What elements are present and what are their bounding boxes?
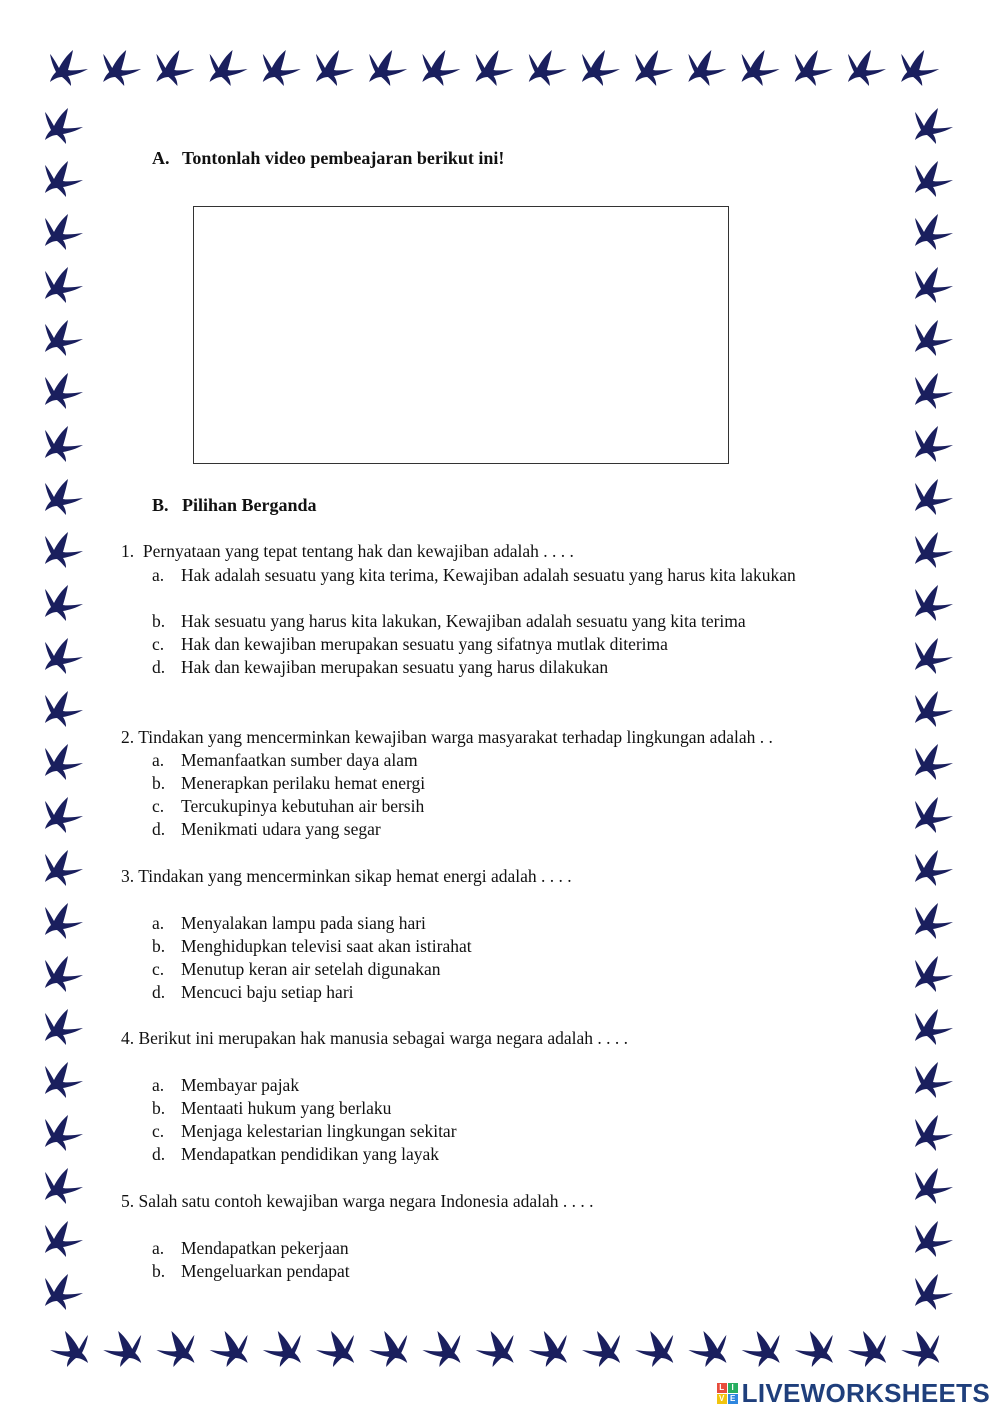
swallow-icon (45, 691, 83, 727)
liveworksheets-logo-icon (717, 1383, 738, 1404)
question-number: 2. (121, 727, 135, 747)
swallow-icon (422, 50, 460, 86)
option-letter: d. (152, 982, 166, 1002)
swallow-icon (915, 532, 953, 568)
swallow-icon (45, 373, 83, 409)
swallow-icon (210, 1331, 248, 1367)
logo-cell-v: V (717, 1394, 727, 1404)
swallow-icon (915, 638, 953, 674)
swallow-icon (915, 1221, 953, 1257)
swallow-icon (369, 1331, 407, 1367)
section-a-letter: A. (152, 148, 170, 168)
option-letter: a. (152, 750, 165, 770)
q3-option-a[interactable] (152, 912, 842, 935)
question-5 (121, 1191, 594, 1212)
q1-option-c[interactable] (152, 633, 842, 656)
swallow-icon (369, 50, 407, 86)
swallow-icon (45, 532, 83, 568)
swallow-icon (103, 1331, 141, 1367)
q1-option-d[interactable] (152, 656, 842, 679)
swallow-icon (103, 50, 141, 86)
swallow-icon (742, 50, 780, 86)
option-letter: c. (152, 796, 165, 816)
swallow-icon (45, 797, 83, 833)
q4-option-b[interactable] (152, 1097, 842, 1120)
question-1 (121, 541, 574, 562)
swallow-icon (901, 50, 939, 86)
swallow-icon (45, 426, 83, 462)
option-letter: a. (152, 1238, 165, 1258)
section-b-letter: B. (152, 495, 169, 515)
swallow-icon (263, 1331, 301, 1367)
option-letter: a. (152, 1075, 165, 1095)
option-letter: d. (152, 1144, 166, 1164)
option-text: Hak adalah sesuatu yang kita terima, Kewajiban adalah sesuatu yang harus kita lakukan (181, 565, 796, 585)
section-b-heading (152, 495, 317, 516)
swallow-icon (915, 1062, 953, 1098)
option-text: Menghidupkan televisi saat akan istirahat (181, 936, 472, 956)
option-letter: b. (152, 773, 166, 793)
option-text: Mencuci baju setiap hari (181, 982, 354, 1002)
swallow-icon (45, 320, 83, 356)
section-a-heading (152, 148, 504, 169)
section-a-title: Tontonlah video pembeajaran berikut ini! (182, 148, 505, 168)
swallow-icon (848, 50, 886, 86)
swallow-icon (915, 320, 953, 356)
swallow-icon (915, 691, 953, 727)
swallow-icon (50, 50, 88, 86)
option-letter: c. (152, 1121, 165, 1141)
question-text: Salah satu contoh kewajiban warga negara Indonesia adalah . . . . (138, 1191, 594, 1211)
option-letter: b. (152, 936, 166, 956)
swallow-icon (688, 50, 726, 86)
q2-option-a[interactable] (152, 749, 842, 772)
swallow-icon (45, 585, 83, 621)
option-letter: c. (152, 959, 165, 979)
swallow-icon (901, 1331, 939, 1367)
swallow-icon (742, 1331, 780, 1367)
swallow-icon (635, 1331, 673, 1367)
option-letter: c. (152, 634, 165, 654)
swallow-icon (45, 214, 83, 250)
swallow-icon (476, 50, 514, 86)
q4-option-c[interactable] (152, 1120, 842, 1143)
swallow-icon (848, 1331, 886, 1367)
swallow-icon (915, 108, 953, 144)
swallow-icon (45, 956, 83, 992)
question-text: Pernyataan yang tepat tentang hak dan kewajiban adalah . . . . (142, 541, 574, 561)
swallow-icon (45, 744, 83, 780)
swallow-icon (582, 1331, 620, 1367)
swallow-icon (45, 638, 83, 674)
question-3 (121, 866, 572, 887)
option-letter: d. (152, 819, 166, 839)
option-text: Mendapatkan pekerjaan (181, 1238, 349, 1258)
swallow-icon (45, 1168, 83, 1204)
liveworksheets-wordmark: LIVEWORKSHEETS (741, 1378, 990, 1408)
q1-option-b[interactable] (152, 610, 842, 633)
swallow-icon (316, 1331, 354, 1367)
question-2 (121, 727, 773, 748)
question-number: 1. (121, 541, 135, 561)
option-text: Menerapkan perilaku hemat energi (181, 773, 426, 793)
swallow-icon (45, 161, 83, 197)
swallow-icon (915, 1274, 953, 1310)
swallow-icon (45, 1115, 83, 1151)
option-text: Mengeluarkan pendapat (181, 1261, 350, 1281)
swallow-icon (915, 426, 953, 462)
swallow-icon (45, 267, 83, 303)
option-text: Hak sesuatu yang harus kita lakukan, Kewajiban adalah sesuatu yang kita terima (181, 611, 746, 631)
option-text: Mendapatkan pendidikan yang layak (181, 1144, 440, 1164)
q3-option-c[interactable] (152, 958, 842, 981)
option-text: Menutup keran air setelah digunakan (181, 959, 441, 979)
question-number: 3. (121, 866, 135, 886)
swallow-icon (915, 585, 953, 621)
logo-cell-e: E (728, 1394, 738, 1404)
swallow-icon (915, 214, 953, 250)
liveworksheets-watermark (717, 1378, 990, 1409)
q4-option-d[interactable] (152, 1143, 842, 1166)
swallow-icon (915, 373, 953, 409)
logo-cell-i: I (728, 1383, 738, 1393)
swallow-icon (915, 267, 953, 303)
option-text: Hak dan kewajiban merupakan sesuatu yang harus dilakukan (181, 657, 609, 677)
swallow-icon (422, 1331, 460, 1367)
question-number: 5. (121, 1191, 135, 1211)
option-text: Hak dan kewajiban merupakan sesuatu yang sifatnya mutlak diterima (181, 634, 668, 654)
option-letter: b. (152, 1261, 166, 1281)
option-text: Menjaga kelestarian lingkungan sekitar (181, 1121, 457, 1141)
swallow-icon (45, 1274, 83, 1310)
swallow-icon (915, 956, 953, 992)
swallow-icon (45, 903, 83, 939)
swallow-icon (915, 1115, 953, 1151)
swallow-icon (915, 850, 953, 886)
swallow-icon (156, 50, 194, 86)
swallow-icon (915, 903, 953, 939)
option-text: Menikmati udara yang segar (181, 819, 381, 839)
q2-option-d[interactable] (152, 818, 842, 841)
option-text: Menyalakan lampu pada siang hari (181, 913, 426, 933)
question-4 (121, 1028, 628, 1049)
q2-option-b[interactable] (152, 772, 842, 795)
swallow-icon (915, 1168, 953, 1204)
option-letter: d. (152, 657, 166, 677)
swallow-icon (263, 50, 301, 86)
q3-option-d[interactable] (152, 981, 842, 1004)
q3-option-b[interactable] (152, 935, 842, 958)
swallow-icon (45, 479, 83, 515)
q4-option-a[interactable] (152, 1074, 842, 1097)
logo-cell-l: L (717, 1383, 727, 1393)
swallow-icon (915, 1009, 953, 1045)
option-letter: a. (152, 913, 165, 933)
option-text: Memanfaatkan sumber daya alam (181, 750, 418, 770)
swallow-icon (529, 50, 567, 86)
swallow-icon (45, 1221, 83, 1257)
question-number: 4. (121, 1028, 135, 1048)
q1-option-a[interactable] (152, 564, 842, 587)
question-text: Berikut ini merupakan hak manusia sebagai warga negara adalah . . . . (138, 1028, 628, 1048)
swallow-icon (529, 1331, 567, 1367)
swallow-icon (156, 1331, 194, 1367)
swallow-icon (582, 50, 620, 86)
swallow-icon (795, 1331, 833, 1367)
swallow-icon (915, 161, 953, 197)
video-embed-placeholder[interactable] (193, 206, 729, 464)
option-letter: b. (152, 1098, 166, 1118)
swallow-icon (635, 50, 673, 86)
option-text: Membayar pajak (181, 1075, 300, 1095)
option-letter: a. (152, 565, 165, 585)
swallow-icon (316, 50, 354, 86)
q2-option-c[interactable] (152, 795, 842, 818)
option-letter: b. (152, 611, 166, 631)
option-text: Tercukupinya kebutuhan air bersih (181, 796, 425, 816)
section-b-title: Pilihan Berganda (182, 495, 317, 515)
question-text: Tindakan yang mencerminkan kewajiban warga masyarakat terhadap lingkungan adalah . . (138, 727, 773, 747)
swallow-icon (45, 1009, 83, 1045)
swallow-icon (915, 744, 953, 780)
q5-option-b[interactable] (152, 1260, 842, 1283)
swallow-icon (45, 1062, 83, 1098)
swallow-icon (45, 850, 83, 886)
question-text: Tindakan yang mencerminkan sikap hemat energi adalah . . . . (138, 866, 572, 886)
swallow-icon (50, 1331, 88, 1367)
swallow-icon (476, 1331, 514, 1367)
swallow-icon (795, 50, 833, 86)
swallow-icon (915, 479, 953, 515)
swallow-icon (915, 797, 953, 833)
swallow-icon (688, 1331, 726, 1367)
swallow-icon (45, 108, 83, 144)
option-text: Mentaati hukum yang berlaku (181, 1098, 392, 1118)
q5-option-a[interactable] (152, 1237, 842, 1260)
swallow-icon (210, 50, 248, 86)
